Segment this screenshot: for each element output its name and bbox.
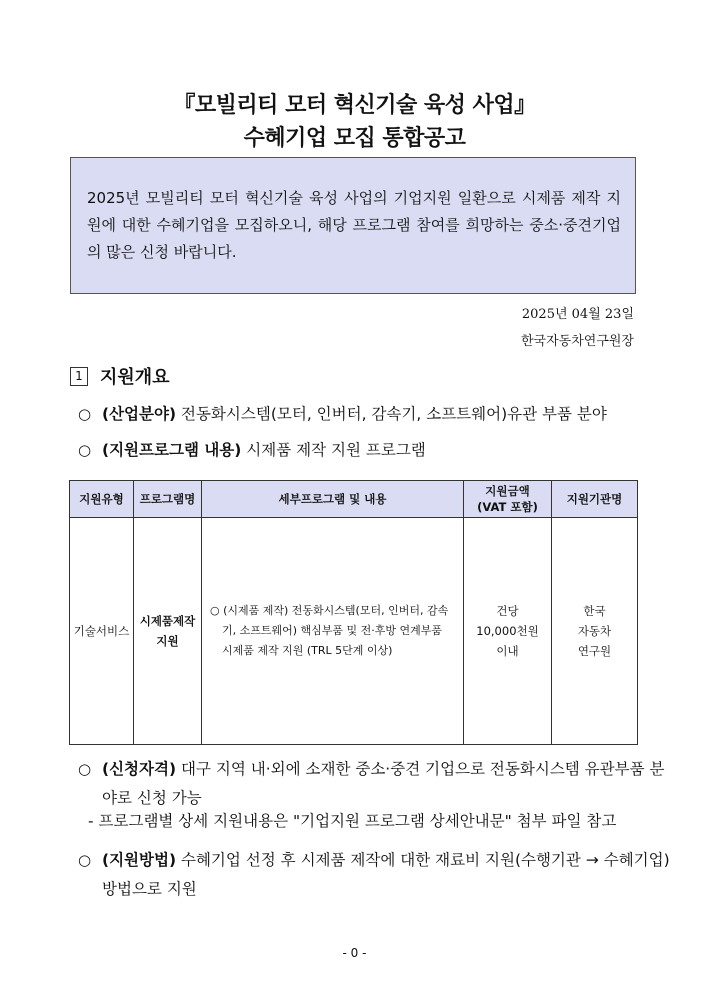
page-number: - 0 - [342,946,367,960]
item-text: 전동화시스템(모터, 인버터, 감속기, 소프트웨어)유관 부품 분야 [176,405,607,423]
circle-bullet-icon: ○ [78,441,92,459]
document-title-line1: 『모빌리티 모터 혁신기술 육성 사업』 [173,93,536,118]
section-number: 1 [70,367,88,386]
cell-support-type: 기술서비스 [70,518,134,745]
detail-text: ○ (시제품 제작) 전동화시스템(모터, 인버터, 감속기, 소프트웨어) 핵심부품 및 전·후방 연계부품 시제품 제작 지원 (TRL 5단계 이상) [210,604,449,657]
cell-program-name: 시제품제작 지원 [134,518,202,745]
eligibility-item [78,755,672,813]
section-title: 지원개요 [100,367,170,388]
notice-box: 2025년 모빌리티 모터 혁신기술 육성 사업의 기업지원 일환으로 시제품 제작 지원에 대한 수혜기업을 모집하오니, 해당 프로그램 참여를 희망하는 중소·중견기업의 많은 신청 바랍니다. [70,157,636,294]
header-support-type: 지원유형 [70,481,134,518]
program-content-item [78,436,648,465]
table-header-row [70,481,638,518]
industry-field-item [78,400,648,429]
header-amount: 지원금액 (VAT 포함) [464,481,552,518]
item-label: (신청자격) [102,760,177,778]
circle-bullet-icon: ○ [78,405,92,423]
cell-amount: 건당 10,000천원 이내 [464,518,552,745]
item-label: (지원프로그램 내용) [102,441,242,459]
header-program-name: 프로그램명 [134,481,202,518]
item-text: 대구 지역 내·외에 소재한 중소·중견 기업으로 전동화시스템 유관부품 분야로 신청 가능 [102,760,665,807]
eligibility-note: - 프로그램별 상세 지원내용은 "기업지원 프로그램 상세안내문" 첨부 파일 참고 [88,812,617,830]
cell-agency: 한국 자동차 연구원 [552,518,638,745]
item-text: 시제품 제작 지원 프로그램 [241,441,426,459]
item-label: (지원방법) [102,851,177,869]
section-heading [70,363,170,389]
header-detail: 세부프로그램 및 내용 [202,481,464,518]
header-agency: 지원기관명 [552,481,638,518]
table-row [70,518,638,745]
support-program-table [69,480,638,745]
item-text: 수혜기업 선정 후 시제품 제작에 대한 재료비 지원(수행기관 → 수혜기업) 방법으로 지원 [102,851,670,898]
announcement-date: 2025년 04월 23일 [521,307,634,322]
issuer-name: 한국자동차연구원장 [520,334,634,349]
cell-detail [202,518,464,745]
item-label: (산업분야) [102,405,177,423]
support-method-item [78,846,672,904]
circle-bullet-icon: ○ [78,760,92,778]
document-title-line2: 수혜기업 모집 통합공고 [243,126,466,151]
circle-bullet-icon: ○ [78,851,92,869]
